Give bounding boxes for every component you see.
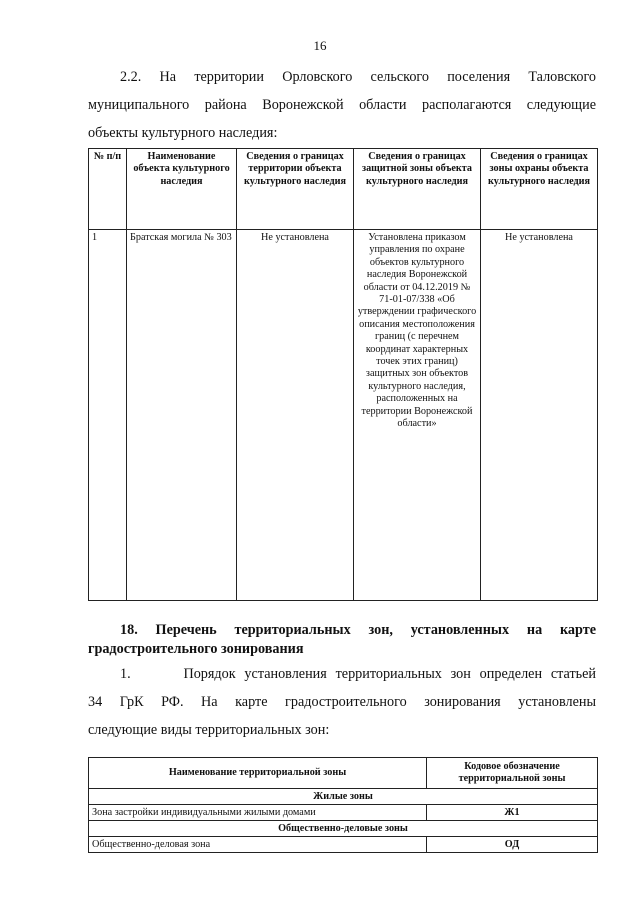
page-number: 16 — [313, 38, 327, 53]
header-territory: Сведения о границах территории объекта культурного наследия — [237, 149, 354, 230]
intro-line-1: 2.2. На территории Орловского сельского поселения Таловского — [120, 69, 596, 85]
section-title-line-1: 18. Перечень территориальных зон, установленных на карте — [120, 622, 596, 638]
row-protection-zone: Не установлена — [481, 230, 598, 601]
row-territory: Не установлена — [237, 230, 354, 601]
row-num: 1 — [89, 230, 127, 601]
header-name: Наименование объекта культурного наследия — [127, 149, 237, 230]
zoning-paragraph — [88, 660, 596, 744]
intro-line-3: объекты культурного наследия: — [88, 125, 278, 141]
header-protection-zone: Сведения о границах зоны охраны объекта культурного наследия — [481, 149, 598, 230]
zone-group-title: Общественно-деловые зоны — [89, 821, 598, 837]
row-name: Братская могила № 303 — [127, 230, 237, 601]
header-protective-zone: Сведения о границах защитной зоны объекта культурного наследия — [354, 149, 481, 230]
section-title-line-2: градостроительного зонирования — [88, 641, 304, 657]
heritage-header-row — [89, 149, 598, 230]
zones-header-name: Наименование территориальной зоны — [89, 758, 427, 789]
zones-header-code: Кодовое обозначение территориальной зоны — [427, 758, 598, 789]
zone-code: Ж1 — [427, 805, 598, 821]
row-protective-zone: Установлена приказом управления по охране объектов культурного наследия Воронежской области от 04.12.2019 № 71-01-07/338 «Об утверждении графического описания местоположения границ (с перечнем координат характерных точек этих границ) защитных зон объектов культурного наследия, расположенных на территории Воронежской области» — [354, 230, 481, 601]
zones-table — [88, 757, 598, 853]
zoning-line-1: 1. Порядок установления территориальных зон определен статьей — [120, 666, 596, 682]
table-row — [89, 805, 598, 821]
zoning-line-3: следующие виды территориальных зон: — [88, 722, 330, 738]
zone-group-title: Жилые зоны — [89, 789, 598, 805]
zone-code: ОД — [427, 837, 598, 853]
header-num: № п/п — [89, 149, 127, 230]
zones-header-row — [89, 758, 598, 789]
zone-group-row — [89, 789, 598, 805]
intro-line-2: муниципального района Воронежской области располагаются следующие — [88, 97, 596, 113]
zoning-line-2: 34 ГрК РФ. На карте градостроительного зонирования установлены — [88, 694, 596, 710]
section-title — [88, 621, 596, 659]
table-row — [89, 230, 598, 601]
intro-paragraph — [88, 63, 596, 147]
heritage-table — [88, 148, 598, 601]
table-row — [89, 837, 598, 853]
zone-name: Общественно-деловая зона — [89, 837, 427, 853]
zone-group-row — [89, 821, 598, 837]
zone-name: Зона застройки индивидуальными жилыми домами — [89, 805, 427, 821]
